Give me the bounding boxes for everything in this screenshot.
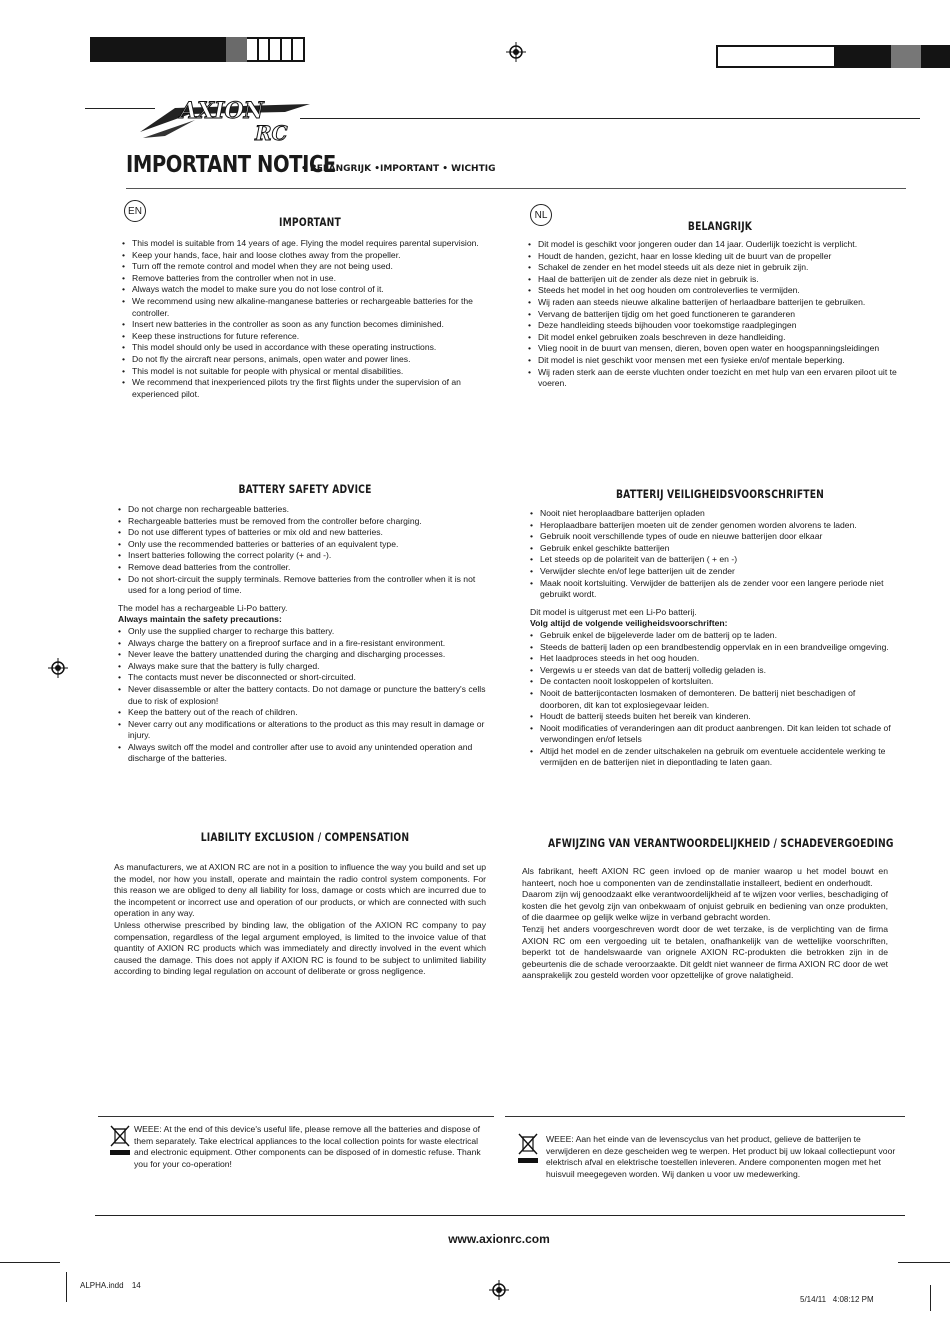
list-item: • This model should only be used in accordance with these operating instructions. bbox=[122, 342, 494, 354]
registration-mark-icon bbox=[506, 42, 526, 62]
list-item: • Dit model is geschikt voor jongeren ouder dan 14 jaar. Ouderlijk toezicht is verplicht. bbox=[528, 239, 902, 251]
en-liability-p1: As manufacturers, we at AXION RC are not in a position to influence the way you build and set up the model, nor how you install, operate and maintain the radio control system components. For this reason we are obliged to deny all liability for loss, damage or costs which are incurred due to the incompetent or incorrect use and operation of our products, or which are connected with such operation in any way. bbox=[114, 862, 486, 919]
website-url: www.axionrc.com bbox=[448, 1232, 550, 1246]
registration-mark-icon bbox=[489, 1280, 509, 1300]
list-item: • Insert batteries following the correct polarity (+ and -). bbox=[118, 550, 494, 562]
indd-file bbox=[80, 1281, 141, 1290]
crop-mark bbox=[0, 1262, 60, 1263]
list-item: • Houdt de batterij steeds buiten het bereik van kinderen. bbox=[530, 711, 898, 723]
list-item: • Do not short-circuit the supply terminals. Remove batteries from the controller when it is not used for a long period of time. bbox=[118, 574, 494, 597]
nl-liability-heading: AFWIJZING VAN VERANTWOORDELIJKHEID / SCHADEVERGOEDING bbox=[548, 836, 894, 850]
print-color-bar-left bbox=[90, 37, 305, 62]
list-item: • Always switch off the model and controller after use to avoid any unintended operation and discharge of the batteries. bbox=[118, 742, 494, 765]
list-item: • Keep these instructions for future reference. bbox=[122, 331, 494, 343]
list-item: • Only use the recommended batteries or batteries of an equivalent type. bbox=[118, 539, 494, 551]
list-item: • Always make sure that the battery is fully charged. bbox=[118, 661, 494, 673]
list-item: • Verwijder slechte en/of lege batterijen uit de zender bbox=[530, 566, 898, 578]
list-item: • Gebruik enkel geschikte batterijen bbox=[530, 543, 898, 555]
list-item: • Remove dead batteries from the controller. bbox=[118, 562, 494, 574]
crop-mark bbox=[66, 1272, 67, 1302]
list-item: • De contacten nooit loskoppelen of kortsluiten. bbox=[530, 676, 898, 688]
list-item: • Het laadproces steeds in het oog houden. bbox=[530, 653, 898, 665]
list-item: • Vergewis u er steeds van dat de batterij volledig geladen is. bbox=[530, 665, 898, 677]
list-item: • Steeds de batterij laden op een brandbestendig oppervlak en in een brandveilige omgeving. bbox=[530, 642, 898, 654]
list-item: • Do not use different types of batteries or mix old and new batteries. bbox=[118, 527, 494, 539]
nl-liability-p1: Als fabrikant, heeft AXION RC geen invloed op de manier waarop u het model bouwt en hanteert, noch hoe u componenten van de zendinstallatie installeert, bedient en onderhoudt. bbox=[522, 866, 888, 888]
en-liability-text bbox=[114, 862, 486, 978]
header-rule-right bbox=[300, 118, 920, 119]
list-item: • Never disassemble or alter the battery contacts. Do not damage or puncture the battery's cells due to risk of explosion! bbox=[118, 684, 494, 707]
en-liability-p2: Unless otherwise prescribed by binding law, the obligation of the AXION RC company to pay compensation, regardless of the legal argument employed, is limited to the invoice value of that quantity of AXION RC products which was immediately and directly involved in the event which caused the damage. This does not apply if AXION RC is found to be subject to unlimited liability according to binding legal regulation on account of deliberate or gross negligence. bbox=[114, 919, 486, 977]
list-item: • Insert new batteries in the controller as soon as any function becomes diminished. bbox=[122, 319, 494, 331]
list-item: • Heroplaadbare batterijen moeten uit de zender genomen worden alvorens te laden. bbox=[530, 520, 898, 532]
en-battery-section bbox=[118, 504, 494, 765]
nl-liability-p3: Tenzij het anders voorgeschreven wordt door de wet terzake, is de verplichting van de firma AXION RC om een vergoeding uit te betalen, onafhankelijk van de wettelijke voorschriften, beperkt tot de handelswaarde van orignele AXION RC-produkten die betrokken zijn in de gebeurtenis die de schade veroorzaakte. Dit geldt niet wanneer de firma AXION RC door de wet aansprakelijk zou gesteld worden voor opzettelijke of grove nalatigheid. bbox=[522, 923, 888, 981]
lang-badge-en: EN bbox=[124, 200, 146, 222]
list-item: • Haal de batterijen uit de zender als deze niet in gebruik is. bbox=[528, 274, 902, 286]
footer-rule bbox=[95, 1215, 905, 1216]
nl-liability-text bbox=[522, 866, 888, 982]
list-item: • Schakel de zender en het model steeds uit als deze niet in gebruik zijn. bbox=[528, 262, 902, 274]
weee-text-nl: WEEE: Aan het einde van de levenscyclus van het product, gelieve de batterijen te verwijderen en deze gescheiden weg te werpen. Het product bij uw lokaal collectiepunt voor elektrisch afval en elektrische toestellen inleveren. Andere componenten mogen met het huisvuil meegegeven worden. Wij danken u voor uw medewerking. bbox=[546, 1134, 896, 1179]
list-item: • Never carry out any modifications or alterations to the product as this may result in damage or injury. bbox=[118, 719, 494, 742]
weee-rule-nl bbox=[505, 1116, 905, 1117]
page-number: 14 bbox=[131, 1281, 141, 1290]
list-item: • Gebruik nooit verschillende types of oude en nieuwe batterijen door elkaar bbox=[530, 531, 898, 543]
list-item: • Houdt de handen, gezicht, haar en losse kleding uit de buurt van de propeller bbox=[528, 251, 902, 263]
weee-bin-icon bbox=[518, 1132, 538, 1164]
list-item: • Always watch the model to make sure you do not lose control of it. bbox=[122, 284, 494, 296]
list-item: • Do not fly the aircraft near persons, animals, open water and power lines. bbox=[122, 354, 494, 366]
list-item: • Turn off the remote control and model when they are not being used. bbox=[122, 261, 494, 273]
en-lipo-line: The model has a rechargeable Li-Po battery. bbox=[118, 602, 288, 613]
weee-bin-icon bbox=[110, 1124, 130, 1156]
list-item: • This model is not suitable for people with physical or mental disabilities. bbox=[122, 366, 494, 378]
list-item: • Nooit modificaties of veranderingen aan dit product aanbrengen. Dit kan leiden tot schade of verwondingen en/of letsels bbox=[530, 723, 898, 746]
list-item: • Only use the supplied charger to recharge this battery. bbox=[118, 626, 494, 638]
nl-lipo-line: Dit model is uitgerust met een Li-Po batterij. bbox=[530, 606, 697, 617]
list-item: • Deze handleiding steeds bijhouden voor toekomstige raadplegingen bbox=[528, 320, 902, 332]
nl-battery-section bbox=[530, 508, 898, 769]
list-item: • We recommend that inexperienced pilots try the first flights under the supervision of an experienced pilot. bbox=[122, 377, 494, 400]
list-item: • Altijd het model en de zender uitschakelen na gebruik om eventuele accidentele werking te vermijden en de batterijen niet in diepontlading te laten gaan. bbox=[530, 746, 898, 769]
nl-lipo-bold: Volg altijd de volgende veiligheidsvoorschriften: bbox=[530, 618, 728, 629]
list-item: • Wij raden aan steeds nieuwe alkaline batterijen of herlaadbare batterijen te gebruiken. bbox=[528, 297, 902, 309]
list-item: • Vervang de batterijen tijdig om het goed functioneren te garanderen bbox=[528, 309, 902, 321]
title-underline bbox=[126, 188, 906, 189]
nl-liability-p2: Daarom zijn wij genoodzaakt elke verantwoordelijkheid af te wijzen voor verlies, beschadiging of kosten die het gevolg zijn van onbekwaam of onjuist gebruik en bediening van onze produkten, of die daarmee op gelijk welke wijze in verband gebracht worden. bbox=[522, 889, 888, 923]
list-item: • Let steeds op de polariteit van de batterijen ( + en -) bbox=[530, 554, 898, 566]
list-item: • Dit model is niet geschikt voor mensen met een fysieke en/of mentale beperking. bbox=[528, 355, 902, 367]
brand-logo bbox=[135, 90, 335, 150]
list-item: • The contacts must never be disconnected or short-circuited. bbox=[118, 672, 494, 684]
list-item: • Maak nooit kortsluiting. Verwijder de batterijen als de zender voor een langere periode niet gebruikt wordt. bbox=[530, 578, 898, 601]
en-important-list bbox=[122, 238, 494, 400]
page-title bbox=[126, 152, 726, 186]
list-item: • Keep your hands, face, hair and loose clothes away from the propeller. bbox=[122, 250, 494, 262]
registration-mark-icon bbox=[48, 658, 68, 678]
list-item: • Rechargeable batteries must be removed from the controller before charging. bbox=[118, 516, 494, 528]
list-item: • Always charge the battery on a fireproof surface and in a fire-resistant environment. bbox=[118, 638, 494, 650]
nl-important-list bbox=[528, 239, 902, 390]
list-item: • Do not charge non rechargeable batteries. bbox=[118, 504, 494, 516]
crop-mark bbox=[930, 1285, 931, 1311]
list-item: • Vlieg nooit in de buurt van mensen, dieren, boven open water en hoogspanningsleidingen bbox=[528, 343, 902, 355]
list-item: • Nooit niet heroplaadbare batterijen opladen bbox=[530, 508, 898, 520]
en-important-heading: IMPORTANT bbox=[279, 215, 341, 229]
list-item: • This model is suitable from 14 years of age. Flying the model requires parental supervision. bbox=[122, 238, 494, 250]
en-liability-heading: LIABILITY EXCLUSION / COMPENSATION bbox=[200, 830, 410, 844]
lang-badge-nl: NL bbox=[530, 204, 552, 226]
nl-battery-heading: BATTERIJ VEILIGHEIDSVOORSCHRIFTEN bbox=[615, 487, 825, 501]
list-item: • We recommend using new alkaline-manganese batteries or rechargeable batteries for the controller. bbox=[122, 296, 494, 319]
weee-rule-en bbox=[98, 1116, 494, 1117]
title-main: IMPORTANT NOTICE bbox=[126, 152, 336, 178]
print-datetime: 5/14/11 4:08:12 PM bbox=[800, 1295, 874, 1304]
list-item: • Steeds het model in het oog houden om controleverlies te vermijden. bbox=[528, 285, 902, 297]
nl-important-heading: BELANGRIJK bbox=[687, 219, 753, 233]
list-item: • Wij raden sterk aan de eerste vluchten onder toezicht en met hulp van een ervaren piloot uit te voeren. bbox=[528, 367, 902, 390]
list-item: • Remove batteries from the controller when not in use. bbox=[122, 273, 494, 285]
crop-mark bbox=[898, 1262, 950, 1263]
title-sub: • BELANGRIJK •IMPORTANT • WICHTIG bbox=[301, 164, 496, 174]
en-lipo-bold: Always maintain the safety precautions: bbox=[118, 614, 282, 625]
list-item: • Dit model enkel gebruiken zoals beschreven in deze handleiding. bbox=[528, 332, 902, 344]
svg-text:RC: RC bbox=[255, 121, 288, 145]
en-battery-heading: BATTERY SAFETY ADVICE bbox=[238, 482, 372, 496]
svg-text:AXION: AXION bbox=[180, 98, 264, 124]
weee-text-en: WEEE: At the end of this device's useful life, please remove all the batteries and dispose of them separately. Take electrical appliances to the local collection points for waste electrical and electronic equipment. Other components can be disposed of in domestic refuse. Thank you for your co-operation! bbox=[134, 1124, 481, 1169]
file-name: ALPHA.indd bbox=[80, 1281, 124, 1290]
list-item: • Never leave the battery unattended during the charging and discharging processes. bbox=[118, 649, 494, 661]
list-item: • Nooit de batterijcontacten losmaken of demonteren. De batterij niet beschadigen of doorboren, dit kan tot explosiegevaar leiden. bbox=[530, 688, 898, 711]
list-item: • Gebruik enkel de bijgeleverde lader om de batterij op te laden. bbox=[530, 630, 898, 642]
print-color-bar-right bbox=[716, 45, 950, 68]
list-item: • Keep the battery out of the reach of children. bbox=[118, 707, 494, 719]
